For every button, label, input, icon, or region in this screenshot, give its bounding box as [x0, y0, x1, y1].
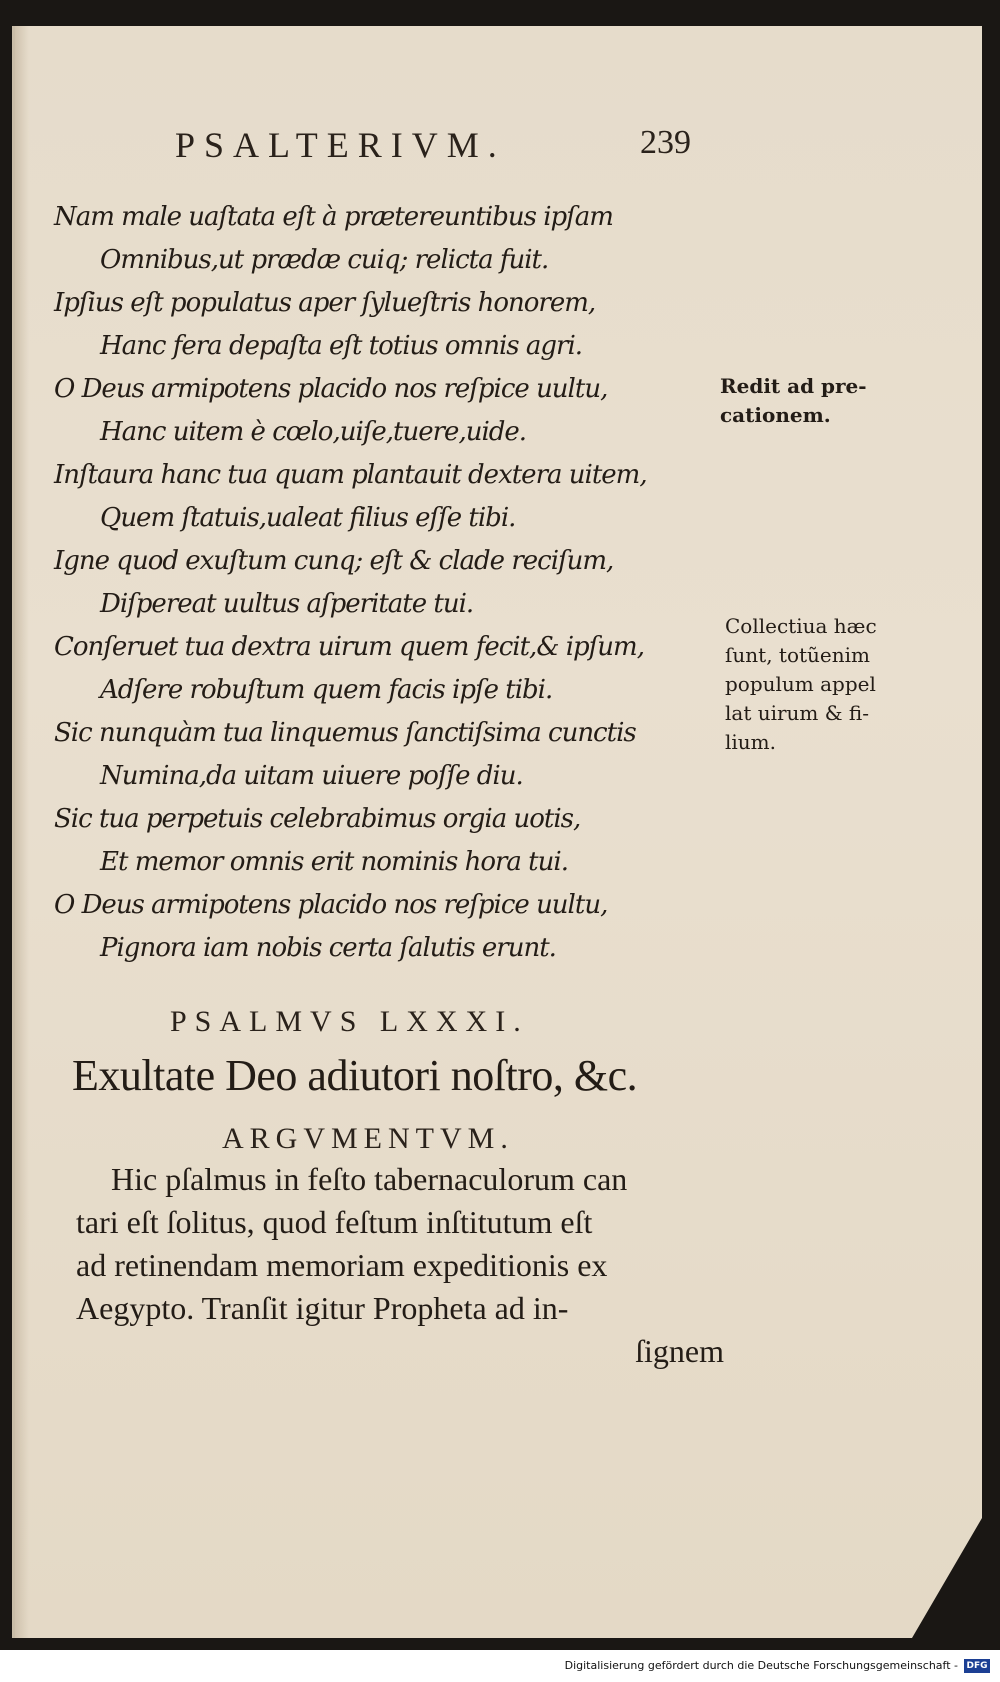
digitization-footer	[0, 1650, 1000, 1682]
verse-line: Adſere robuſtum quem facis ipſe tibi.	[100, 675, 553, 705]
verse-line: Quem ſtatuis,ualeat filius eſſe tibi.	[100, 503, 516, 533]
footer-credit: Digitalisierung gefördert durch die Deutsche Forschungsgemeinschaft -	[564, 1659, 958, 1672]
margin-note-line: Redit ad pre-	[720, 374, 867, 398]
catchword: ſignem	[635, 1333, 724, 1369]
dfg-logo: DFG	[964, 1659, 990, 1673]
margin-note-redit	[720, 372, 920, 430]
verse-line: Igne quod exuſtum cunq; eſt & clade reciſum,	[54, 546, 614, 576]
verse-line: O Deus armipotens placido nos reſpice uultu,	[54, 374, 608, 404]
psalm-heading: PSALMVS LXXXI.	[170, 1005, 529, 1038]
argument-line: Aegypto. Tranſit igitur Propheta ad in-	[76, 1290, 569, 1326]
verse-line: Numina,da uitam uiuere poſſe diu.	[100, 761, 523, 791]
page-number: 239	[640, 124, 691, 161]
margin-note-line: cationem.	[720, 403, 831, 427]
margin-note-line: lat uirum & fi-	[725, 701, 870, 725]
verse-line: Conſeruet tua dextra uirum quem fecit,& ipſum,	[54, 632, 644, 662]
verse-line: Diſpereat uultus aſperitate tui.	[100, 589, 474, 619]
running-head-title: PSALTERIVM.	[175, 125, 506, 165]
psalm-incipit: Exultate Deo adiutori noſtro, &c.	[72, 1051, 638, 1100]
argument-heading: ARGVMENTVM.	[222, 1122, 514, 1155]
margin-note-collectiua	[725, 612, 925, 757]
margin-note-line: ſunt, totũenim	[725, 643, 870, 667]
verse-line: Ipſius eſt populatus aper ſylueſtris honorem,	[54, 288, 596, 318]
verse-line: Nam male uaſtata eſt à prætereuntibus ipſam	[54, 202, 613, 232]
verse-line: Hanc uitem è cœlo,uiſe,tuere,uide.	[100, 417, 527, 447]
verse-line: Sic tua perpetuis celebrabimus orgia uotis,	[54, 804, 581, 834]
torn-corner	[912, 1518, 982, 1638]
margin-note-line: Collectiua hæc	[725, 614, 877, 638]
verse-line: Hanc fera depaſta eſt totius omnis agri.	[100, 331, 583, 361]
verse-line: Et memor omnis erit nominis hora tui.	[100, 847, 568, 877]
verse-line: Inſtaura hanc tua quam plantauit dextera uitem,	[54, 460, 647, 490]
argument-text	[76, 1158, 726, 1373]
verse-line: Pignora iam nobis certa ſalutis erunt.	[100, 933, 556, 963]
verse-line: O Deus armipotens placido nos reſpice uultu,	[54, 890, 608, 920]
page-gutter-shadow	[15, 26, 29, 1638]
margin-note-line: populum appel	[725, 672, 876, 696]
verse-line: Omnibus,ut prædæ cuiq; relicta fuit.	[100, 245, 549, 275]
argument-line: Hic pſalmus in feſto tabernaculorum can	[111, 1161, 628, 1197]
margin-note-line: lium.	[725, 730, 776, 754]
running-head	[160, 108, 700, 168]
argument-line: tari eſt ſolitus, quod feſtum inſtitutum eſt	[76, 1204, 593, 1240]
verse-line: Sic nunquàm tua linquemus ſanctiſsima cunctis	[54, 718, 636, 748]
psalm-verses	[54, 196, 704, 970]
argument-line: ad retinendam memoriam expeditionis ex	[76, 1247, 608, 1283]
